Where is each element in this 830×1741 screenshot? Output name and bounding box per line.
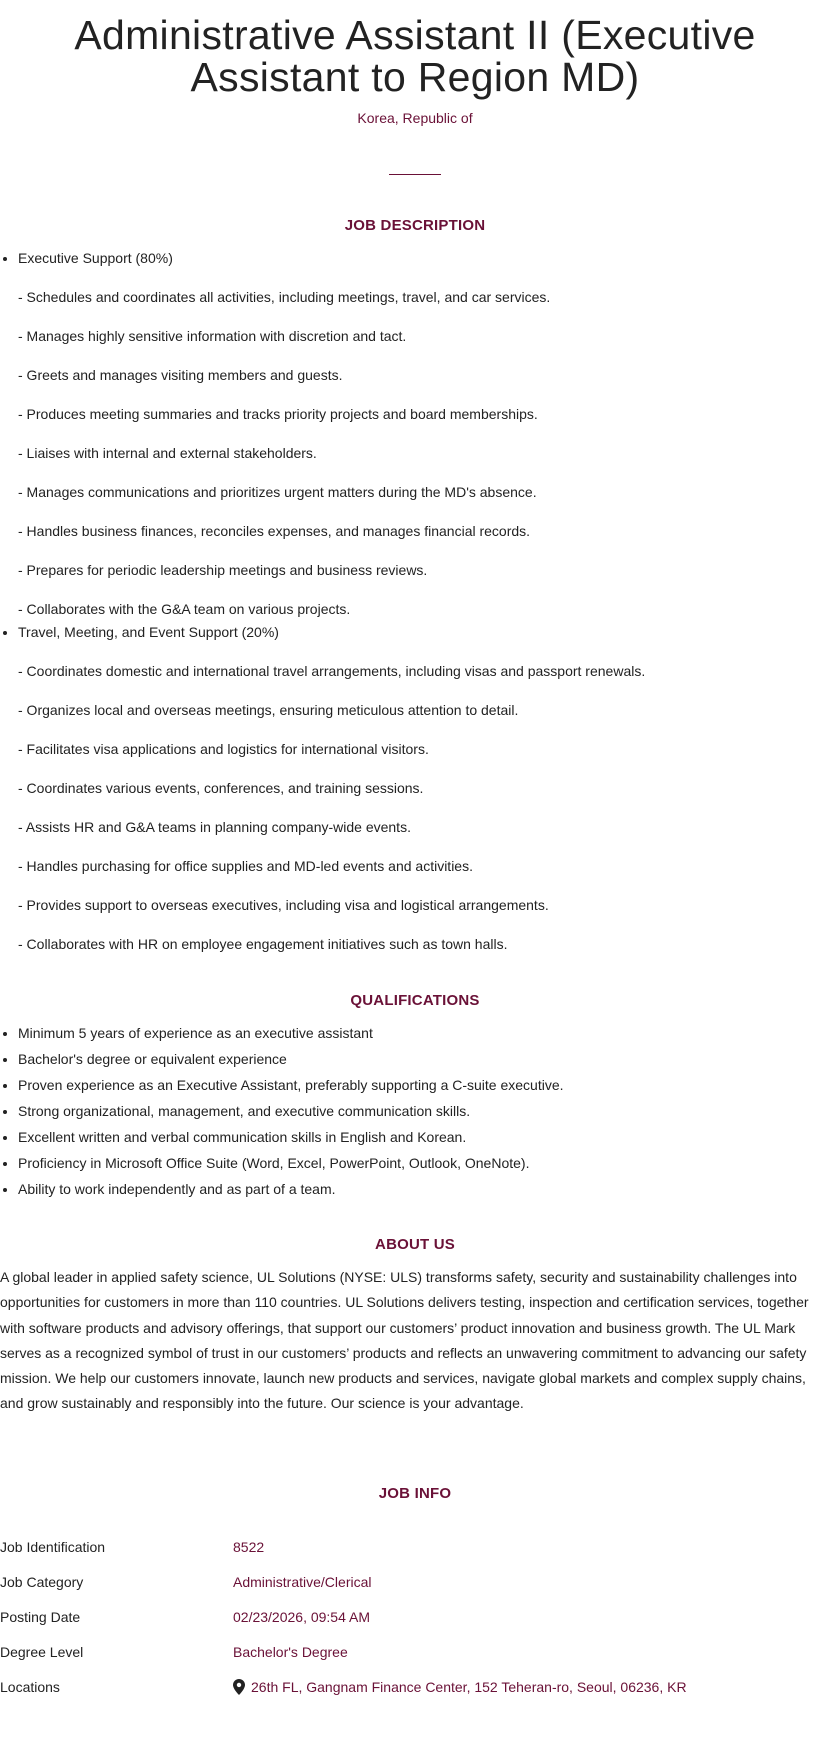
job-category-label: Job Category bbox=[0, 1574, 84, 1591]
job-info-row bbox=[0, 1600, 830, 1635]
location-address[interactable]: 26th FL, Gangnam Finance Center, 152 Teheran-ro, Seoul, 06236, KR bbox=[251, 1679, 687, 1696]
duty-item: - Collaborates with HR on employee engagement initiatives such as town halls. bbox=[18, 936, 508, 952]
list-item: • Minimum 5 years of experience as an executive assistant bbox=[18, 1020, 830, 1046]
duty-item: - Handles business finances, reconciles expenses, and manages financial records. bbox=[18, 523, 531, 539]
list-item bbox=[18, 619, 830, 954]
job-info-row bbox=[0, 1635, 830, 1670]
duty-item: - Assists HR and G&A teams in planning company-wide events. bbox=[18, 819, 411, 835]
list-item: • Proficiency in Microsoft Office Suite (Word, Excel, PowerPoint, Outlook, OneNote). bbox=[18, 1150, 830, 1176]
duty-item: - Produces meeting summaries and tracks priority projects and board memberships. bbox=[18, 406, 538, 422]
duty-item: - Greets and manages visiting members and guests. bbox=[18, 367, 343, 383]
job-category-value[interactable]: Administrative/Clerical bbox=[233, 1574, 372, 1591]
section-label: • Travel, Meeting, and Event Support (20%) bbox=[18, 624, 279, 640]
job-info-row bbox=[0, 1530, 830, 1565]
duty-item: - Provides support to overseas executives, including visa and logistical arrangements. bbox=[18, 897, 549, 913]
locations-label: Locations bbox=[0, 1679, 60, 1696]
duty-item: - Liaises with internal and external stakeholders. bbox=[18, 445, 317, 461]
duty-item: - Handles purchasing for office supplies and MD-led events and activities. bbox=[18, 858, 473, 874]
job-description-list bbox=[0, 245, 830, 954]
job-info-table bbox=[0, 1530, 830, 1705]
duty-item: - Coordinates domestic and international travel arrangements, including visas and passport renewals. bbox=[18, 663, 646, 679]
list-item: • Ability to work independently and as part of a team. bbox=[18, 1176, 830, 1202]
duty-item: - Prepares for periodic leadership meetings and business reviews. bbox=[18, 562, 428, 578]
job-info-row bbox=[0, 1670, 830, 1705]
degree-level-label: Degree Level bbox=[0, 1644, 84, 1661]
qualifications-list bbox=[0, 1020, 830, 1202]
job-location[interactable]: Korea, Republic of bbox=[357, 110, 473, 126]
job-description-heading: JOB DESCRIPTION bbox=[344, 217, 486, 234]
about-us-text: A global leader in applied safety science, UL Solutions (NYSE: ULS) transforms safety, security and sustainability challenges into opportunities for customers in more than 110 countries. UL Solutions delivers testing, inspection and certification services, together with software products and advisory offerings, that support our customers’ product innovation and business growth. The UL Mark serves as a recognized symbol of trust in our customers’ products and reflects an unwavering commitment to advancing our safety mission. We help our customers innovate, launch new products and services, navigate global markets and complex supply chains, and grow sustainably and responsibly into the future. Our science is your advantage. bbox=[0, 1269, 809, 1412]
section-label: • Executive Support (80%) bbox=[18, 250, 173, 266]
job-id-label: Job Identification bbox=[0, 1539, 106, 1556]
duty-item: - Collaborates with the G&A team on various projects. bbox=[18, 601, 351, 617]
duty-item: - Manages highly sensitive information with discretion and tact. bbox=[18, 328, 407, 344]
list-item: • Bachelor's degree or equivalent experience bbox=[18, 1046, 830, 1072]
location-link[interactable] bbox=[233, 1679, 687, 1695]
map-pin-icon bbox=[233, 1679, 245, 1695]
job-info-row bbox=[0, 1565, 830, 1600]
title-divider bbox=[389, 174, 441, 175]
job-title: Administrative Assistant II (Executive Assistant to Region MD) bbox=[74, 12, 756, 100]
list-item bbox=[18, 245, 830, 619]
duty-item: - Organizes local and overseas meetings, ensuring meticulous attention to detail. bbox=[18, 702, 519, 718]
posting-date-label: Posting Date bbox=[0, 1609, 81, 1626]
degree-level-value: Bachelor's Degree bbox=[233, 1644, 348, 1661]
list-item: • Strong organizational, management, and executive communication skills. bbox=[18, 1098, 830, 1124]
about-us-heading: ABOUT US bbox=[375, 1236, 455, 1253]
job-info-heading: JOB INFO bbox=[378, 1484, 452, 1502]
job-id-value: 8522 bbox=[233, 1539, 265, 1556]
duty-item: - Manages communications and prioritizes urgent matters during the MD's absence. bbox=[18, 484, 537, 500]
list-item: • Excellent written and verbal communication skills in English and Korean. bbox=[18, 1124, 830, 1150]
qualifications-heading: QUALIFICATIONS bbox=[350, 992, 480, 1009]
list-item: • Proven experience as an Executive Assistant, preferably supporting a C-suite executive. bbox=[18, 1072, 830, 1098]
posting-date-value: 02/23/2026, 09:54 AM bbox=[233, 1609, 370, 1626]
duty-item: - Schedules and coordinates all activities, including meetings, travel, and car services. bbox=[18, 289, 551, 305]
duty-item: - Coordinates various events, conferences, and training sessions. bbox=[18, 780, 424, 796]
duty-item: - Facilitates visa applications and logistics for international visitors. bbox=[18, 741, 429, 757]
